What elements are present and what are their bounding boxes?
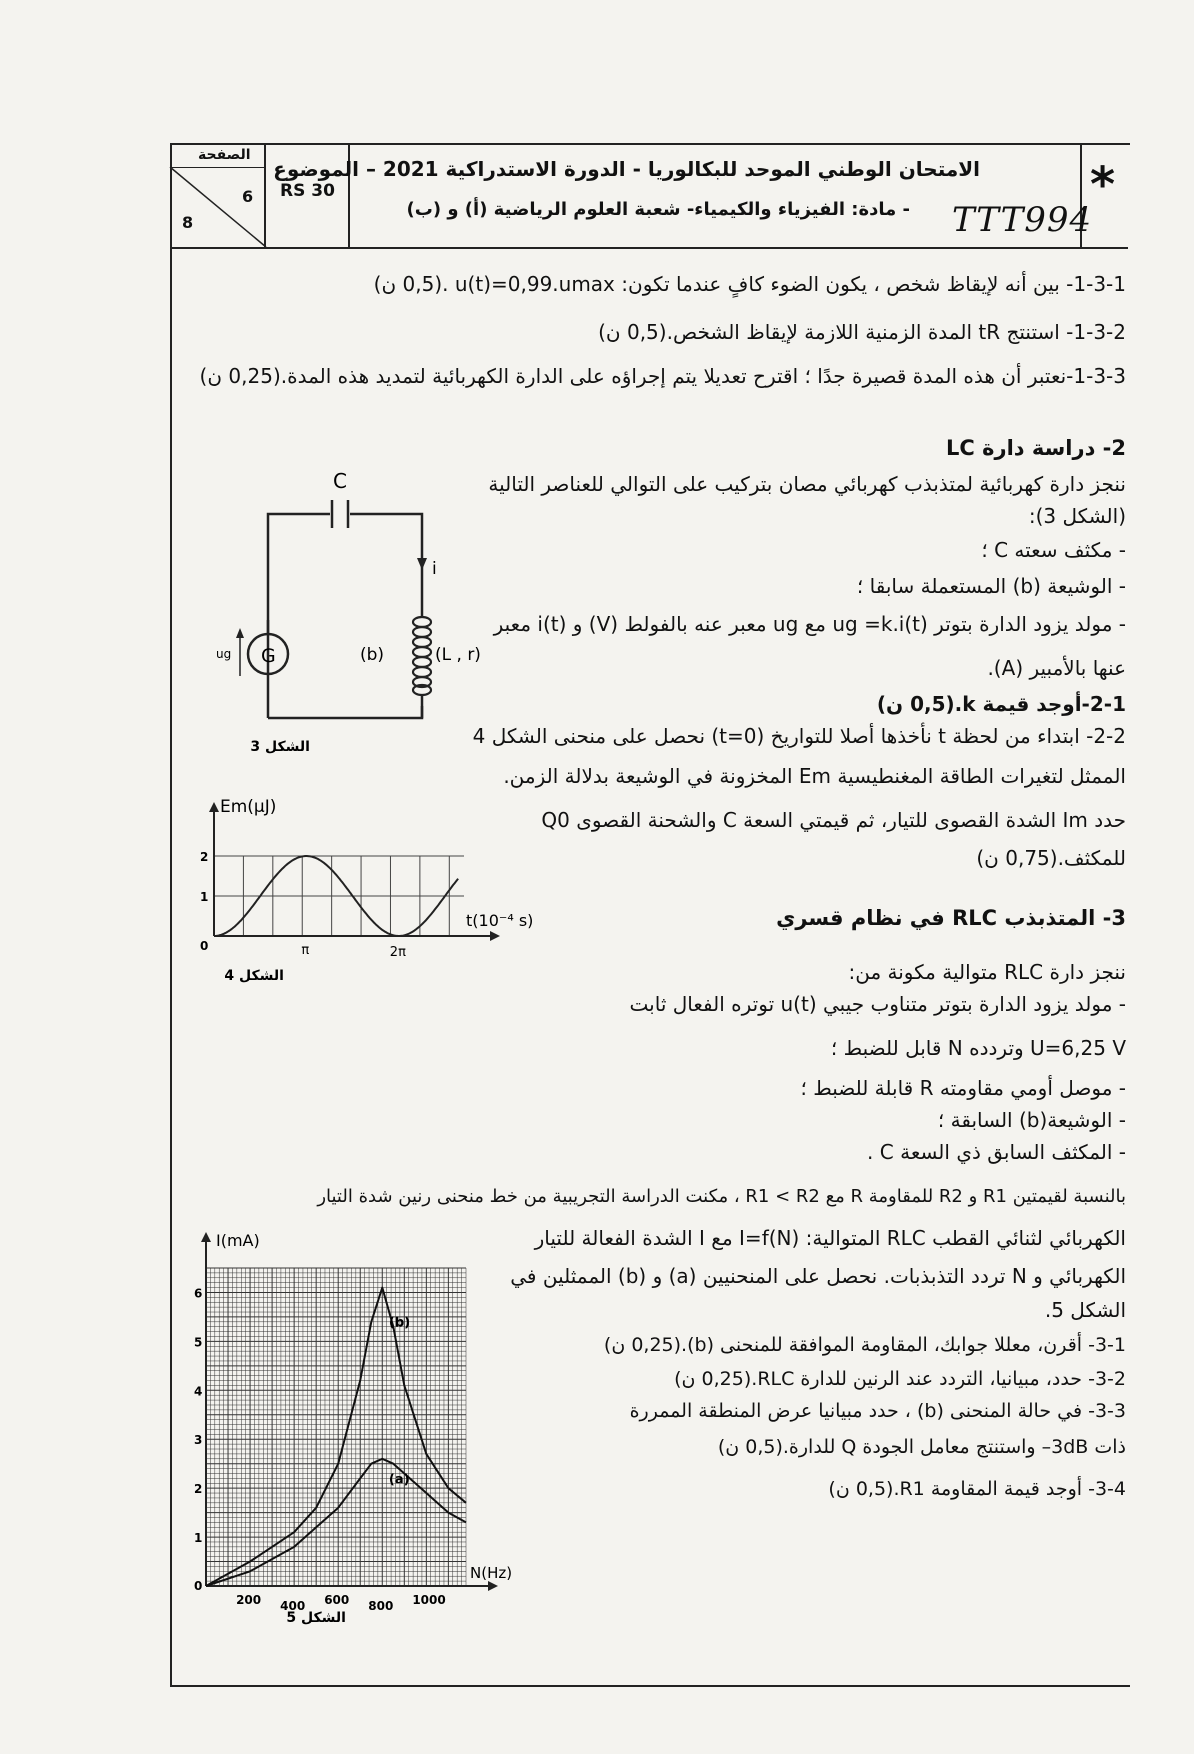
y-tick-label: 5	[194, 1335, 203, 1350]
curve-b	[206, 1288, 466, 1586]
question-3-1: 3-1- أقرن، معللا جوابك، المقاومة الموافقة للمنحنى (b).(0,25 ن)	[603, 1334, 1126, 1356]
x-tick-label: 200	[236, 1593, 262, 1607]
y-tick-label: 3	[194, 1433, 203, 1448]
y-tick-label: 1	[200, 890, 209, 904]
section-3-line: - مولد يزود الدارة بتوتر متناوب جيبي u(t) توتره الفعال ثابت	[629, 992, 1126, 1016]
x-tick-label: 1000	[412, 1593, 446, 1607]
x-tick-label: 2π	[389, 945, 406, 960]
handwritten-number: TTT994	[952, 200, 1093, 240]
exam-subject: - مادة: الفيزياء والكيمياء- شعبة العلوم الرياضية (أ) و (ب)	[406, 199, 910, 220]
figure-4-chart	[200, 786, 580, 1000]
coil-icon	[413, 617, 431, 695]
section-3-line: - الوشيعة(b) السابقة ؛	[937, 1108, 1126, 1132]
section-3-line: ننجز دارة RLC متوالية مكونة من:	[848, 960, 1126, 984]
section-3-line: - المكثف السابق ذي السعة C .	[867, 1140, 1126, 1164]
section-2-line: للمكثف.(0,75 ن)	[976, 846, 1126, 870]
page-label: الصفحة	[198, 147, 251, 163]
y-axis-label: Em(µJ)	[220, 797, 277, 817]
label-G: G	[261, 645, 276, 667]
x-tick-label: 800	[368, 1599, 394, 1613]
star-icon: *	[1090, 157, 1116, 213]
page-total: 8	[182, 213, 194, 232]
x-tick-label: π	[301, 943, 310, 958]
y-tick-label: 0	[194, 1579, 203, 1593]
x-tick-label: 600	[324, 1593, 350, 1607]
curve-a-label: (a)	[388, 1472, 410, 1488]
page-number-box	[170, 143, 266, 247]
y-tick-label: 1	[194, 1531, 203, 1546]
question-3-4: 3-4- أوجد قيمة المقاومة R1.(0,5 ن)	[828, 1478, 1126, 1500]
question-3-2: 3-2- حدد، مبيانيا، التردد عند الرنين للدارة RLC.(0,25 ن)	[674, 1368, 1126, 1390]
section-2-line: (الشكل 3):	[1028, 504, 1126, 528]
x-tick-label: 400	[280, 1599, 306, 1613]
section-3-line: الشكل 5.	[1044, 1298, 1126, 1322]
page-box-diagonal	[170, 167, 266, 247]
question-3-3: 3-3- في حالة المنحنى (b) ، حدد مبيانيا عرض المنطقة الممررة	[629, 1400, 1126, 1422]
section-2-line: ننجز دارة كهربائية لمتذبذب كهربائي مصان بتركيب على التوالي للعناصر التالية	[488, 472, 1126, 496]
section-2-line: - الوشيعة (b) المستعملة سابقا ؛	[856, 574, 1126, 598]
section-2-heading: 2- دراسة دارة LC	[946, 436, 1126, 460]
section-3-line: بالنسبة لقيمتين R1 و R2 للمقاومة R مع R1 < R2 ، مكنت الدراسة التجريبية من خط منحنى رنين شدة التيار	[317, 1186, 1126, 1207]
section-3-line: U=6,25 V وتردده N قابل للضبط ؛	[830, 1036, 1126, 1060]
section-3-line: الكهربائي لثنائي القطب RLC المتوالية: I=f(N) مع I الشدة الفعالة للتيار	[534, 1226, 1126, 1250]
figure-5-caption: الشكل 5	[286, 1610, 346, 1626]
y-tick-label: 4	[194, 1384, 203, 1399]
y-axis-label: I(mA)	[216, 1231, 260, 1250]
x-axis-label: N(Hz)	[470, 1564, 513, 1582]
figure-5-chart	[196, 1186, 566, 1630]
figure-3-circuit	[210, 466, 500, 760]
page-number: 6	[242, 187, 254, 206]
question-1-3-3: 1-3-3-نعتبر أن هذه المدة قصيرة جدًا ؛ اقترح تعديلا يتم إجراؤه على الدارة الكهربائية لتمديد هذه المدة.(0,25 ن)	[199, 364, 1126, 388]
exam-title: الامتحان الوطني الموحد للبكالوريا - الدورة الاستدراكية 2021 – الموضوع	[273, 157, 980, 181]
section-2-line: حدد Im الشدة القصوى للتيار، ثم قيمتي السعة C والشحنة القصوى Q0	[541, 808, 1126, 832]
question-2-2: 2-2- ابتداء من لحظة t نأخذها أصلا للتواريخ (t=0) نحصل على منحنى الشكل 4	[472, 724, 1126, 748]
y-tick-label: 2	[200, 850, 209, 864]
section-3-heading: 3- المتذبذب RLC في نظام قسري	[776, 906, 1126, 930]
section-2-line: الممثل لتغيرات الطاقة المغنطيسية Em المخزونة في الوشيعة بدلالة الزمن.	[503, 764, 1126, 788]
y-axis-arrow	[201, 1232, 211, 1242]
section-2-line: عنها بالأمبير (A).	[987, 656, 1126, 680]
label-i: i	[432, 559, 437, 579]
x-axis-arrow	[488, 1581, 498, 1591]
label-ug: ug	[216, 647, 232, 661]
curve-b-label: (b)	[388, 1315, 411, 1331]
question-1-3-1: 1-3-1- بين أنه لإيقاظ شخص ، يكون الضوء كافٍ عندما تكون: u(t)=0,99.umax .(0,5 ن)	[373, 272, 1126, 296]
section-3-line: ذات 3dB– واستنتج معامل الجودة Q للدارة.(0,5 ن)	[717, 1436, 1126, 1458]
y-tick-label: 0	[200, 939, 209, 953]
section-3-line: - موصل أومي مقاومته R قابلة للضبط ؛	[800, 1076, 1126, 1100]
label-b: (b)	[360, 645, 385, 665]
exam-code: RS 30	[280, 181, 335, 201]
question-2-1: 2-1-أوجد قيمة k.(0,5 ن)	[876, 692, 1126, 716]
section-2-line: - مكثف سعته C ؛	[981, 538, 1126, 562]
y-tick-label: 6	[194, 1286, 203, 1301]
label-Lr: (L , r)	[435, 645, 481, 665]
x-axis-arrow	[490, 931, 500, 941]
label-C: C	[333, 469, 347, 493]
section-2-line: - مولد يزود الدارة بتوتر ug =k.i(t) مع ug معبر عنه بالفولط (V) و i(t) معبر	[493, 612, 1126, 636]
section-3-line: الكهربائي و N تردد التذبذبات. نحصل على المنحنيين (a) و (b) الممثلين في	[510, 1264, 1126, 1288]
figure-4-caption: الشكل 4	[224, 968, 284, 984]
y-tick-label: 2	[194, 1482, 203, 1497]
question-1-3-2: 1-3-2- استنتج tR المدة الزمنية اللازمة لإيقاظ الشخص.(0,5 ن)	[598, 320, 1126, 344]
y-axis-arrow	[209, 802, 219, 812]
x-axis-label: t(10⁻⁴ s)	[466, 911, 534, 930]
figure-3-caption: الشكل 3	[250, 739, 310, 755]
